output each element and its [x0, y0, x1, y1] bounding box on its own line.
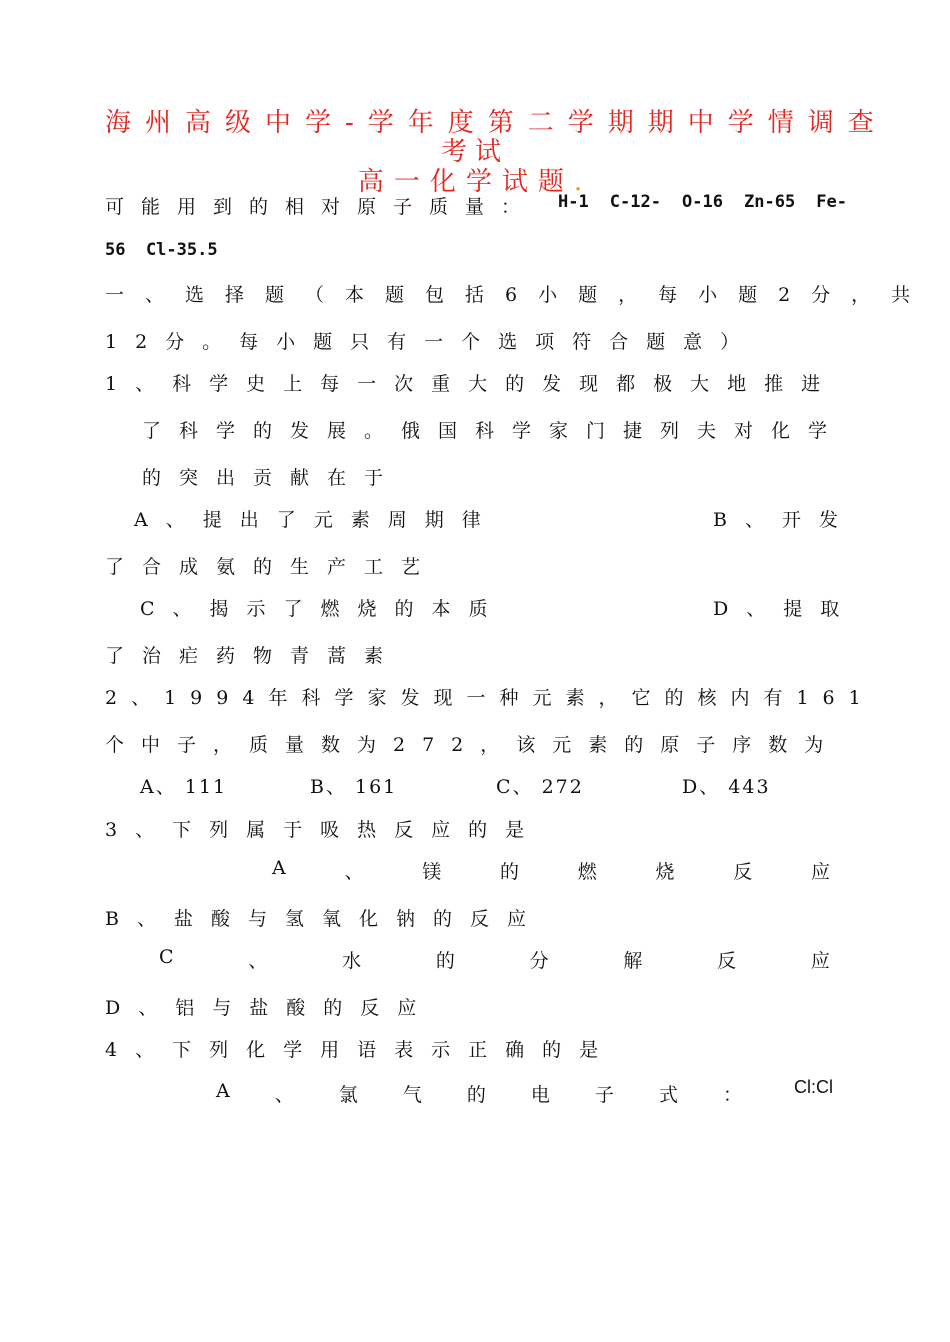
- q3-a-char: A: [272, 857, 286, 879]
- q2-option-d: D、 443: [682, 776, 771, 798]
- atomic-mass-line: [105, 192, 847, 219]
- q1-option-c: C、揭示了燃烧的本质: [140, 598, 506, 620]
- q1-option-b-cont: 了合成氨的生产工艺: [105, 556, 439, 578]
- q3-option-d: D、铝与盐酸的反应: [105, 997, 435, 1019]
- mass-zn: Zn-65: [744, 192, 796, 212]
- q1-option-d: D、提取: [713, 598, 858, 620]
- q3-option-b: B、盐酸与氢氧化钠的反应: [105, 908, 544, 930]
- q3-a-char: 、: [344, 861, 364, 883]
- mass-h: H-1: [558, 192, 589, 212]
- q4-a-char: 的: [466, 1084, 486, 1106]
- exam-subject-title: 高一化学试题: [357, 167, 574, 197]
- q3-a-char: 反: [733, 861, 753, 883]
- q3-a-char: 的: [499, 861, 519, 883]
- q1-stem-line3: 的突出贡献在于: [142, 467, 402, 489]
- q1-option-b: B、开发: [713, 509, 856, 531]
- atomic-mass-line2: 56 Cl-35.5: [105, 240, 218, 260]
- q3-c-char: 、: [248, 950, 268, 972]
- q3-option-a: [272, 857, 830, 884]
- q4-a-char: 、: [274, 1084, 294, 1106]
- exam-title-line3: 高一化学试题.: [357, 167, 593, 197]
- q3-c-char: 的: [435, 950, 455, 972]
- mass-c: C-12-: [609, 192, 661, 212]
- q3-a-char: 燃: [577, 861, 597, 883]
- q1-option-a: A、提出了元素周期律: [134, 509, 499, 531]
- exam-title-line2: 考试: [440, 137, 509, 167]
- q2-option-c: C、 272: [496, 776, 584, 798]
- q3-a-char: 应: [810, 861, 830, 883]
- q3-c-char: C: [159, 946, 174, 968]
- q1-stem-line2: 了科学的发展。俄国科学家门捷列夫对化学: [142, 420, 846, 442]
- q2-option-b: B、 161: [310, 776, 398, 798]
- q3-option-c: [159, 946, 830, 973]
- q2-option-a: A、 111: [140, 776, 228, 798]
- q3-c-char: 水: [342, 950, 362, 972]
- section1-heading-line2: 12分。每小题只有一个选项符合题意）: [105, 331, 758, 353]
- q4-a-char: ：: [722, 1084, 742, 1106]
- q4-a-char: 气: [402, 1084, 422, 1106]
- q1-option-d-cont: 了治疟药物青蒿素: [105, 645, 402, 667]
- q2-stem-line2: 个中子，质量数为272，该元素的原子序数为: [105, 734, 841, 756]
- q2-stem-line1: 2、1994年科学家发现一种元素，它的核内有161: [105, 687, 875, 709]
- q3-c-char: 反: [717, 950, 737, 972]
- atomic-mass-lead: 可能用到的相对原子质量：: [105, 196, 538, 218]
- q3-c-char: 解: [623, 950, 643, 972]
- q1-stem-line1: 1、科学史上每一次重大的发现都极大地推进: [105, 373, 839, 395]
- q3-c-char: 分: [529, 950, 549, 972]
- q3-stem: 3、下列属于吸热反应的是: [105, 819, 543, 841]
- q3-a-char: 镁: [422, 861, 442, 883]
- q4-a-char: 氯: [338, 1084, 358, 1106]
- q3-a-char: 烧: [655, 861, 675, 883]
- q4-a-char: A: [216, 1080, 230, 1102]
- exam-title-line1: 海州高级中学-学年度第二学期期中学情调查: [105, 108, 888, 138]
- q4-option-a: [216, 1080, 742, 1107]
- q4-a-char: 子: [594, 1084, 614, 1106]
- mass-o: O-16: [682, 192, 723, 212]
- q3-c-char: 应: [810, 950, 830, 972]
- section1-heading-line1: 一、选择题（本题包括6小题，每小题2分，共: [105, 284, 932, 306]
- mass-fe: Fe-: [816, 192, 847, 212]
- q4-a-char: 式: [658, 1084, 678, 1106]
- chlorine-formula: Cl:Cl: [794, 1077, 833, 1097]
- q4-stem: 4、下列化学用语表示正确的是: [105, 1039, 617, 1061]
- q4-a-char: 电: [530, 1084, 550, 1106]
